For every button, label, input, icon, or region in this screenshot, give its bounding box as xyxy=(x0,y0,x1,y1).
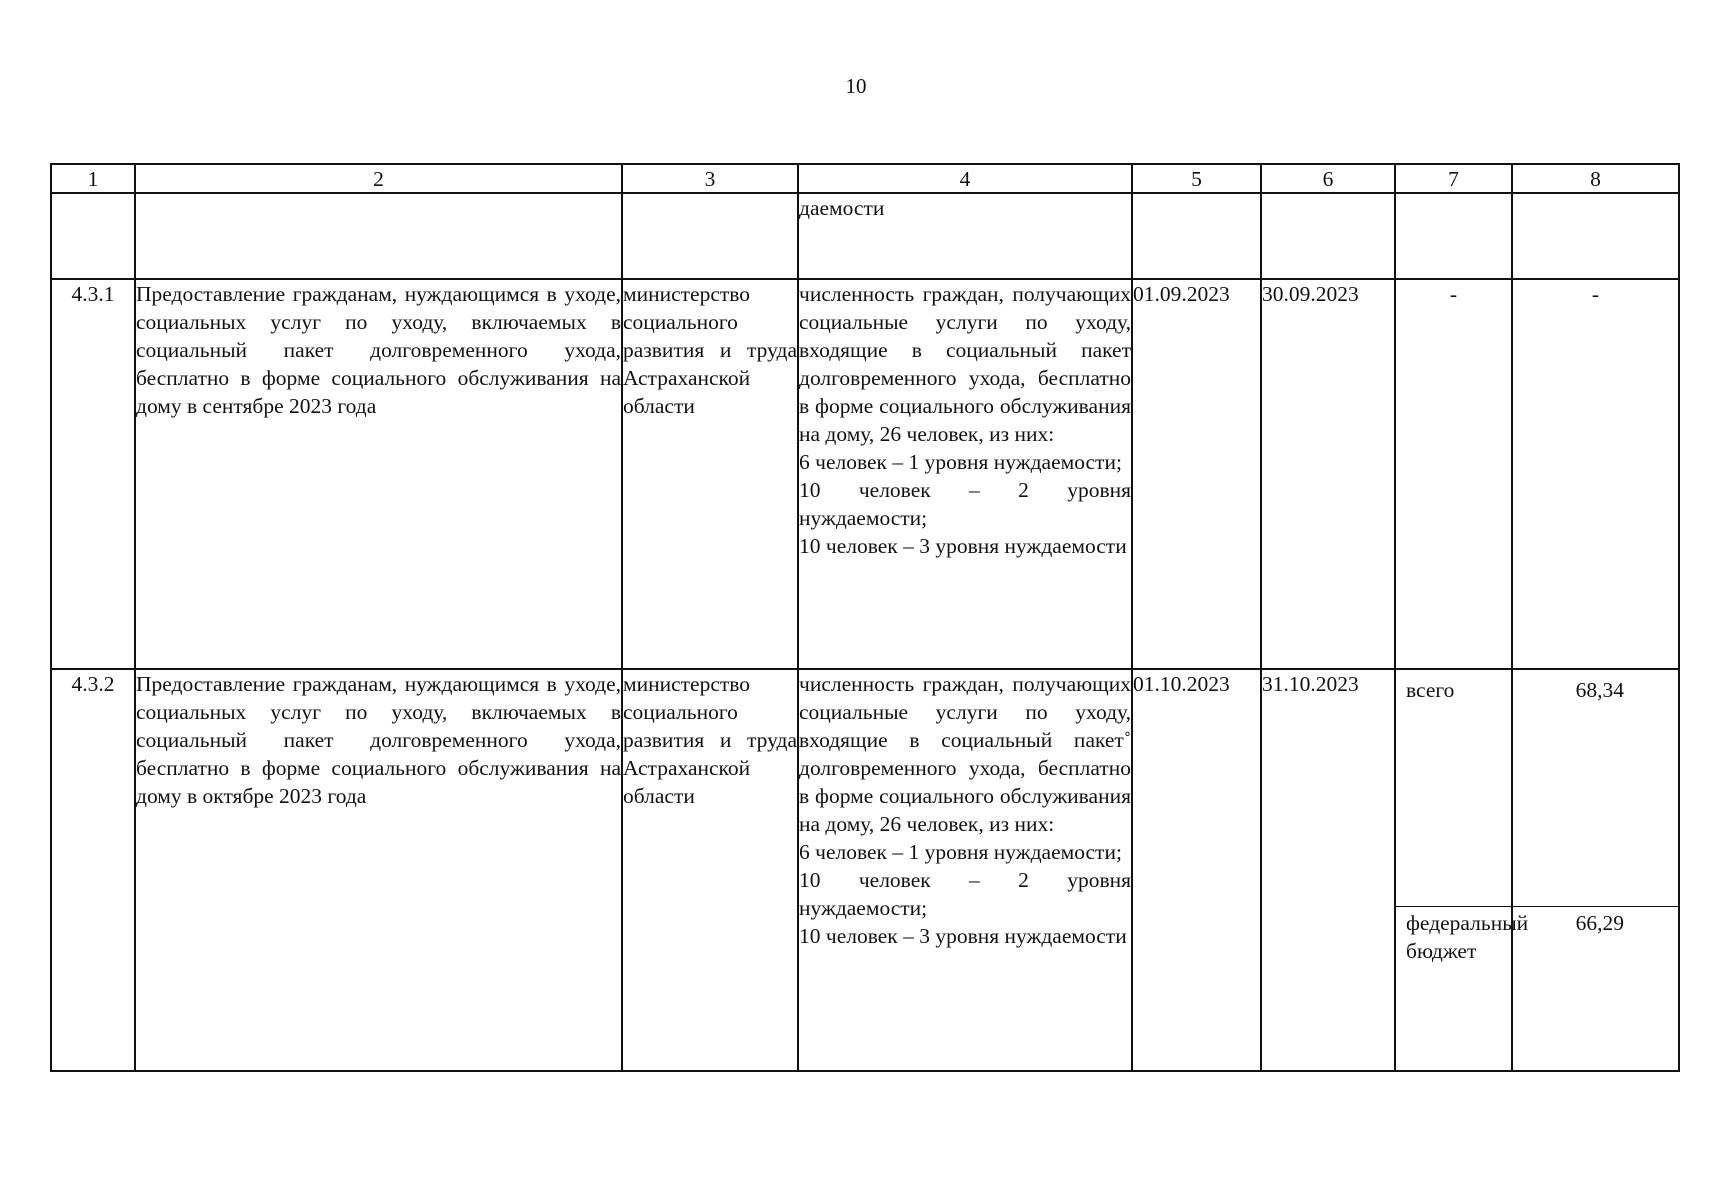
row-end-date: 30.09.2023 xyxy=(1261,279,1395,669)
column-header-1: 1 xyxy=(51,164,135,193)
row-indicator xyxy=(798,669,1132,1071)
continuation-row xyxy=(51,193,1679,279)
table-row xyxy=(51,279,1679,669)
row-start-date: 01.10.2023 xyxy=(1132,669,1261,1071)
funding-amount-federal: 66,29 xyxy=(1575,911,1624,935)
funding-source-total: всего xyxy=(1396,670,1511,907)
indicator-line: численность граждан, получающих социальные услуги по уходу, входящие в социальный пакет долговременного ухода, бесплатно в форме социального обслуживания на дому, 26 человек, из них: xyxy=(799,282,1131,446)
indicator-line: 6 человек – 1 уровня нуждаемости; xyxy=(799,840,1122,864)
column-header-6: 6 xyxy=(1261,164,1395,193)
continuation-indicator: даемости xyxy=(798,193,1132,279)
row-number: 4.3.1 xyxy=(51,279,135,669)
continuation-cell-3 xyxy=(622,193,798,279)
continuation-cell-2 xyxy=(135,193,622,279)
plan-table xyxy=(50,163,1680,1072)
table-row xyxy=(51,669,1679,1071)
indicator-line: численность граждан, получающих социальные услуги по уходу, входящие в социальный пакет˚ долговременного ухода, бесплатно в форме социального обслуживания на дому, 26 человек, из них: xyxy=(799,672,1131,836)
column-header-7: 7 xyxy=(1395,164,1512,193)
indicator-line: 10 человек – 2 уровня нуждаемости; xyxy=(799,868,1131,920)
column-header-5: 5 xyxy=(1132,164,1261,193)
continuation-cell-6 xyxy=(1261,193,1395,279)
row-end-date: 31.10.2023 xyxy=(1261,669,1395,1071)
page-number: 10 xyxy=(845,74,867,98)
funding-source-federal: федеральный бюджет xyxy=(1406,911,1529,963)
funding-amount-total: 68,34 xyxy=(1513,670,1678,907)
row-funding-source: - xyxy=(1395,279,1512,669)
row-executor: министерство социального развития и труда Астраханской области xyxy=(622,669,798,1071)
row-start-date: 01.09.2023 xyxy=(1132,279,1261,669)
column-number-header-row xyxy=(51,164,1679,193)
row-funding-amount: - xyxy=(1512,279,1679,669)
indicator-line: 10 человек – 3 уровня нуждаемости xyxy=(799,534,1127,558)
indicator-line: 10 человек – 3 уровня нуждаемости xyxy=(799,924,1127,948)
continuation-cell-8 xyxy=(1512,193,1679,279)
indicator-line: 6 человек – 1 уровня нуждаемости; xyxy=(799,450,1122,474)
row-executor: министерство социального развития и труда Астраханской области xyxy=(622,279,798,669)
row-funding-sources xyxy=(1395,669,1529,1071)
continuation-cell-7 xyxy=(1395,193,1512,279)
row-description: Предоставление гражданам, нуждающимся в уходе, социальных услуг по уходу, включаемых в социальный пакет долговременного ухода, бесплатно в форме социального обслуживания на дому в сентябре 2023 года xyxy=(135,279,622,669)
row-number: 4.3.2 xyxy=(51,669,135,1071)
row-indicator xyxy=(798,279,1132,669)
continuation-cell-1 xyxy=(51,193,135,279)
column-header-2: 2 xyxy=(135,164,622,193)
continuation-cell-5 xyxy=(1132,193,1261,279)
indicator-line: 10 человек – 2 уровня нуждаемости; xyxy=(799,478,1131,530)
row-description: Предоставление гражданам, нуждающимся в уходе, социальных услуг по уходу, включаемых в социальный пакет долговременного ухода, бесплатно в форме социального обслуживания на дому в октябре 2023 года xyxy=(135,669,622,1071)
column-header-3: 3 xyxy=(622,164,798,193)
row-funding-amounts xyxy=(1512,669,1679,1071)
column-header-8: 8 xyxy=(1512,164,1679,193)
column-header-4: 4 xyxy=(798,164,1132,193)
